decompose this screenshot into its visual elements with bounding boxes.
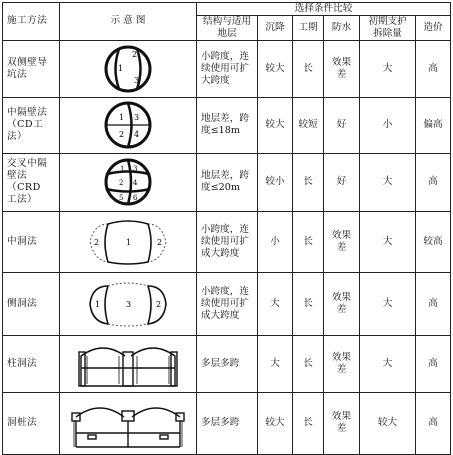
removal-value: 大 [360,272,416,335]
comparison-table-wrapper [2,2,450,436]
diagram-cell [60,335,197,392]
label: 1 [120,165,125,174]
cost-value: 高 [416,335,451,392]
pillar-drift-diagram [73,338,183,390]
header-waterproof: 防水 [324,15,360,40]
diagram-cell [60,392,197,454]
method-name: 侧洞法 [3,272,60,335]
condition-text: 小跨度，连 续使用可扩 成大跨度 [197,211,258,272]
header-group: 选择条件比较 [197,3,451,16]
period-value: 长 [293,272,324,335]
header-diagram: 示 意 图 [60,3,197,41]
cost-value: 高 [416,40,451,97]
settle-value: 较大 [258,392,293,454]
condition-text: 小跨度，连 续使用可扩 大跨度 [197,40,258,97]
waterproof-value: 效果 差 [324,40,360,97]
cost-value: 偏高 [416,97,451,153]
label: 2 [94,237,100,247]
waterproof-value: 好 [324,97,360,153]
condition-text: 小跨度，连 续使用可扩 成大跨度 [197,272,258,335]
removal-value: 大 [360,40,416,97]
settle-value: 较大 [258,97,293,153]
label: 6 [133,194,138,203]
period-value: 长 [293,153,324,211]
period-value: 长 [293,211,324,272]
table-row [3,272,451,335]
removal-value: 较大 [360,392,416,454]
settle-value: 较小 [258,153,293,211]
cost-value: 高 [416,153,451,211]
label: 4 [134,130,140,140]
header-method: 施工方法 [3,3,60,41]
removal-value: 大 [360,153,416,211]
settle-value: 较大 [258,40,293,97]
settle-value: 大 [258,335,293,392]
method-name: 洞桩法 [3,392,60,454]
condition-text: 多层多跨 [197,335,258,392]
table-row [3,153,451,211]
diagram-cell [60,97,197,153]
label: 3 [134,75,140,85]
method-name: 交叉中隔 壁法（CRD 工法） [3,153,60,211]
label: 2 [119,179,124,188]
diagram-cell [60,40,197,97]
header-period: 工期 [293,15,324,40]
removal-value: 大 [360,211,416,272]
label: 3 [133,165,138,174]
pile-beam-arch-diagram [68,395,188,451]
label: 3 [126,299,132,309]
waterproof-value: 效果 差 [324,335,360,392]
tunnel-method-comparison-table [2,2,451,455]
header-row-top [3,3,451,16]
diagram-cell [60,211,197,272]
crd-method-diagram [88,156,168,208]
diagram-cell [60,272,197,335]
label: 1 [95,299,101,309]
settle-value: 大 [258,272,293,335]
method-name: 中洞法 [3,211,60,272]
label: 2 [157,237,163,247]
cost-value: 较高 [416,211,451,272]
table-row [3,211,451,272]
method-name: 中隔壁法 （CD工法） [3,97,60,153]
method-name: 双侧壁导 坑法 [3,40,60,97]
double-side-drift-diagram [88,43,168,95]
diagram-cell [60,153,197,211]
side-drift-diagram [78,278,178,330]
label: 2 [156,299,162,309]
table-row [3,335,451,392]
label: 1 [118,63,124,73]
method-name: 柱洞法 [3,335,60,392]
settle-value: 小 [258,211,293,272]
cost-value: 高 [416,272,451,335]
period-value: 长 [293,40,324,97]
condition-text: 地层差，跨 度≤18m [197,97,258,153]
period-value: 长 [293,392,324,454]
label: 3 [134,113,140,123]
table-row [3,40,451,97]
center-drift-diagram [78,216,178,268]
condition-text: 地层差，跨 度≤20m [197,153,258,211]
header-settle: 沉降 [258,15,293,40]
label: 5 [119,194,124,203]
cd-method-diagram [88,99,168,151]
label: 1 [126,237,132,247]
waterproof-value: 效果 差 [324,392,360,454]
waterproof-value: 好 [324,153,360,211]
label: 4 [133,179,138,188]
waterproof-value: 效果 差 [324,272,360,335]
label: 1 [119,113,125,123]
period-value: 较短 [293,97,324,153]
label: 2 [119,130,125,140]
label: 2 [132,49,138,59]
header-cond: 结构与适用 地层 [197,15,258,40]
cost-value: 高 [416,392,451,454]
removal-value: 大 [360,335,416,392]
header-cost: 造价 [416,15,451,40]
table-row [3,97,451,153]
table-row [3,392,451,454]
removal-value: 小 [360,97,416,153]
waterproof-value: 效果 差 [324,211,360,272]
period-value: 长 [293,335,324,392]
condition-text: 多层多跨 [197,392,258,454]
header-removal: 初期支护 拆除量 [360,15,416,40]
